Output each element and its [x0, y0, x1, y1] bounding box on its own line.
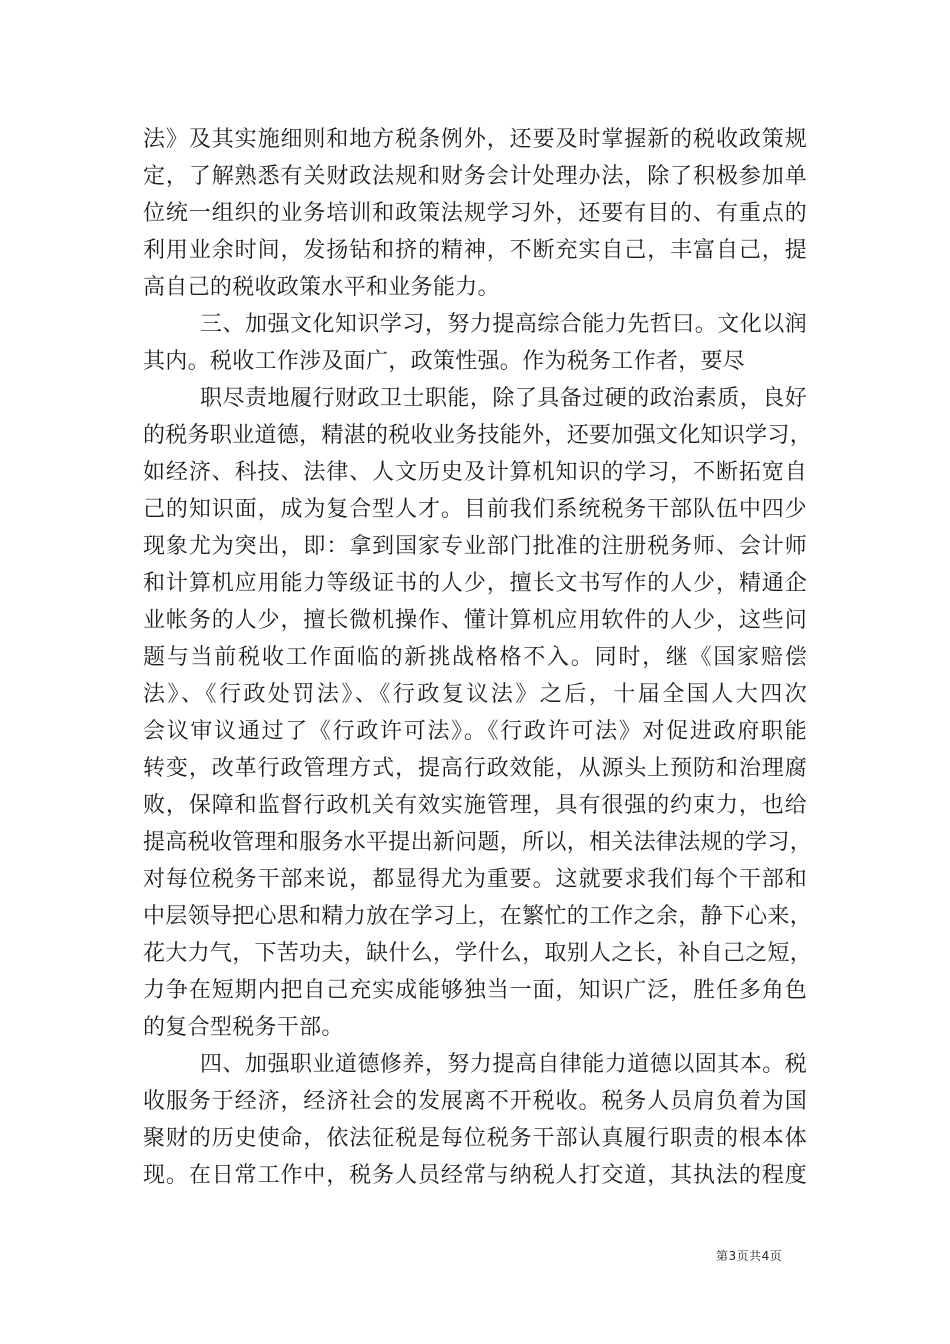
- section-three-heading-line: 三、加强文化知识学习，努力提高综合能力先哲曰。文化以润: [200, 312, 807, 337]
- text-line: 中层领导把心思和精力放在学习上，在繁忙的工作之余，静下心来，: [143, 904, 813, 929]
- text-line: 业帐务的人少，擅长微机操作、懂计算机应用软件的人少，这些问: [143, 608, 807, 633]
- text-line: 位统一组织的业务培训和政策法规学习外，还要有目的、有重点的: [143, 201, 807, 226]
- page-number-footer: 第3页共4页: [716, 1249, 783, 1263]
- text-line: 如经济、科技、法律、人文历史及计算机知识的学习，不断拓宽自: [143, 460, 807, 485]
- document-body: [143, 121, 813, 1194]
- text-line: 的复合型税务干部。: [143, 1015, 344, 1040]
- text-line: 败，保障和监督行政机关有效实施管理，具有很强的约束力，也给: [143, 793, 807, 818]
- text-line: 题与当前税收工作面临的新挑战格格不入。同时，继《国家赔偿: [143, 645, 807, 670]
- text-line: 收服务于经济，经济社会的发展离不开税收。税务人员肩负着为国: [143, 1089, 807, 1114]
- text-line: 其内。税收工作涉及面广，政策性强。作为税务工作者，要尽: [143, 349, 746, 374]
- text-line: 的税务职业道德，精湛的税收业务技能外，还要加强文化知识学习，: [143, 423, 813, 448]
- paragraph-start-line: 职尽责地履行财政卫士职能，除了具备过硬的政治素质，良好: [200, 386, 807, 411]
- text-line: 利用业余时间，发扬钻和挤的精神，不断充实自己，丰富自己，提: [143, 238, 807, 263]
- text-line: 己的知识面，成为复合型人才。目前我们系统税务干部队伍中四少: [143, 497, 807, 522]
- text-line: 聚财的历史使命，依法征税是每位税务干部认真履行职责的根本体: [143, 1126, 807, 1151]
- text-line: 定，了解熟悉有关财政法规和财务会计处理办法，除了积极参加单: [143, 164, 807, 189]
- text-line: 现象尤为突出，即：拿到国家专业部门批准的注册税务师、会计师: [143, 534, 807, 559]
- section-four-heading-line: 四、加强职业道德修养，努力提高自律能力道德以固其本。税: [200, 1052, 807, 1077]
- text-line: 法》、《行政处罚法》、《行政复议法》之后，十届全国人大四次: [143, 682, 807, 707]
- text-line: 高自己的税收政策水平和业务能力。: [143, 275, 500, 300]
- text-line: 花大力气，下苦功夫，缺什么，学什么，取别人之长，补自己之短，: [143, 941, 813, 966]
- text-line: 和计算机应用能力等级证书的人少，擅长文书写作的人少，精通企: [143, 571, 807, 596]
- text-line: 现。在日常工作中，税务人员经常与纳税人打交道，其执法的程度: [143, 1163, 807, 1188]
- text-line: 转变，改革行政管理方式，提高行政效能，从源头上预防和治理腐: [143, 756, 807, 781]
- text-line: 提高税收管理和服务水平提出新问题，所以，相关法律法规的学习，: [143, 830, 813, 855]
- text-line: 会议审议通过了《行政许可法》。《行政许可法》对促进政府职能: [143, 719, 807, 744]
- text-line: 法》及其实施细则和地方税条例外，还要及时掌握新的税收政策规: [143, 127, 807, 152]
- text-line: 力争在短期内把自己充实成能够独当一面，知识广泛，胜任多角色: [143, 978, 807, 1003]
- text-line: 对每位税务干部来说，都显得尤为重要。这就要求我们每个干部和: [143, 867, 807, 892]
